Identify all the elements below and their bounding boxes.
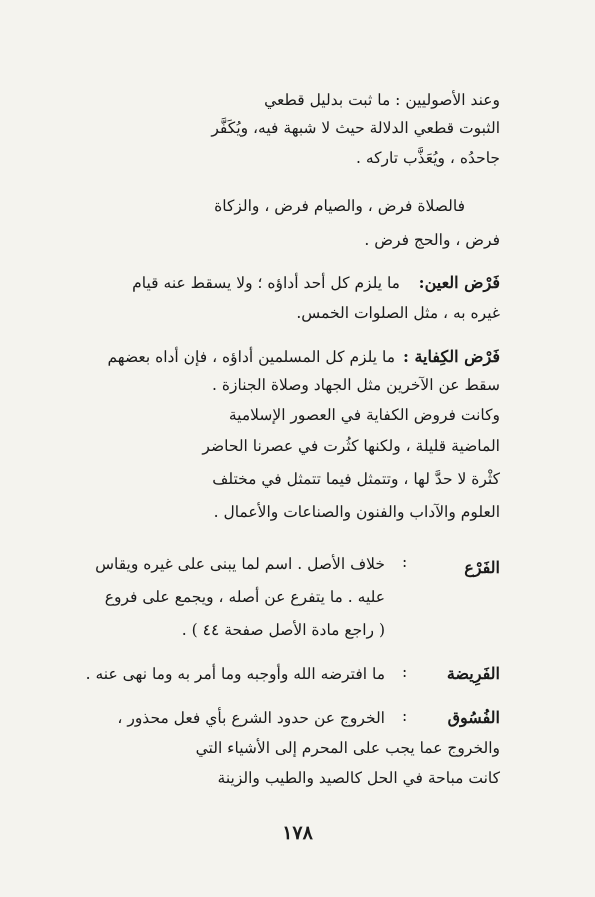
examples-line-2: فرض ، والحج فرض . xyxy=(364,231,500,249)
far-line-3: ( راجع مادة الأصل صفحة ٤٤ ) . xyxy=(181,621,385,639)
intro-line-3: جاحدُه ، ويُعَذَّب تاركه . xyxy=(356,149,500,167)
farida-line-1: ما افترضه الله وأوجبه وما أمر به وما نهى عنه . xyxy=(85,665,385,683)
entry-term-fard-kifaya: فَرْض الكِفاية : xyxy=(402,347,500,366)
entry-term-far: الفَرْع xyxy=(464,558,500,577)
page-number: ١٧٨ xyxy=(282,822,313,844)
fard-ayn-line-2: غيره به ، مثل الصلوات الخمس. xyxy=(296,304,500,322)
fusuq-line-1: الخروج عن حدود الشرع بأي فعل محذور ، xyxy=(117,709,385,727)
entry-colon: : xyxy=(402,663,408,681)
intro-line-1: وعند الأصوليين : ما ثبت بدليل قطعي xyxy=(264,91,500,109)
fard-kifaya-line-1: ما يلزم كل المسلمين أداؤه ، فإن أداه بعضهم xyxy=(107,348,395,366)
entry-term-fard-ayn: فَرْض العين: xyxy=(418,273,500,292)
entry-colon: : xyxy=(402,707,408,725)
entry-term-fusuq: الفُسُوق xyxy=(447,708,500,727)
far-line-2: عليه . ما يتفرع عن أصله ، ويجمع على فروع xyxy=(104,588,385,606)
fard-kifaya-line-4: الماضية قليلة ، ولكنها كثُرت في عصرنا الحاضر xyxy=(202,437,500,455)
fard-ayn-line-1: ما يلزم كل أحد أداؤه ؛ ولا يسقط عنه قيام xyxy=(132,274,400,292)
entry-term-farida: الفَرِيضة xyxy=(446,664,500,683)
fard-kifaya-line-3: وكانت فروض الكفاية في العصور الإسلامية xyxy=(228,406,500,424)
fusuq-line-2: والخروج عما يجب على المحرم إلى الأشياء التي xyxy=(195,739,500,757)
fard-kifaya-line-5: كثْرة لا حدَّ لها ، وتتمثل فيما تتمثل في مختلف xyxy=(212,470,500,488)
intro-line-2: الثبوت قطعي الدلالة حيث لا شبهة فيه، ويُكَفَّر xyxy=(211,119,500,137)
entry-colon: : xyxy=(402,553,408,571)
far-line-1: خلاف الأصل . اسم لما يبنى على غيره ويقاس xyxy=(95,555,385,573)
fard-kifaya-line-2: سقط عن الآخرين مثل الجهاد وصلاة الجنازة . xyxy=(212,376,500,394)
fard-kifaya-line-6: العلوم والآداب والفنون والصناعات والأعمال . xyxy=(213,503,500,521)
fusuq-line-3: كانت مباحة في الحل كالصيد والطيب والزينة xyxy=(217,769,500,787)
examples-line-1: فالصلاة فرض ، والصيام فرض ، والزكاة xyxy=(214,197,465,215)
